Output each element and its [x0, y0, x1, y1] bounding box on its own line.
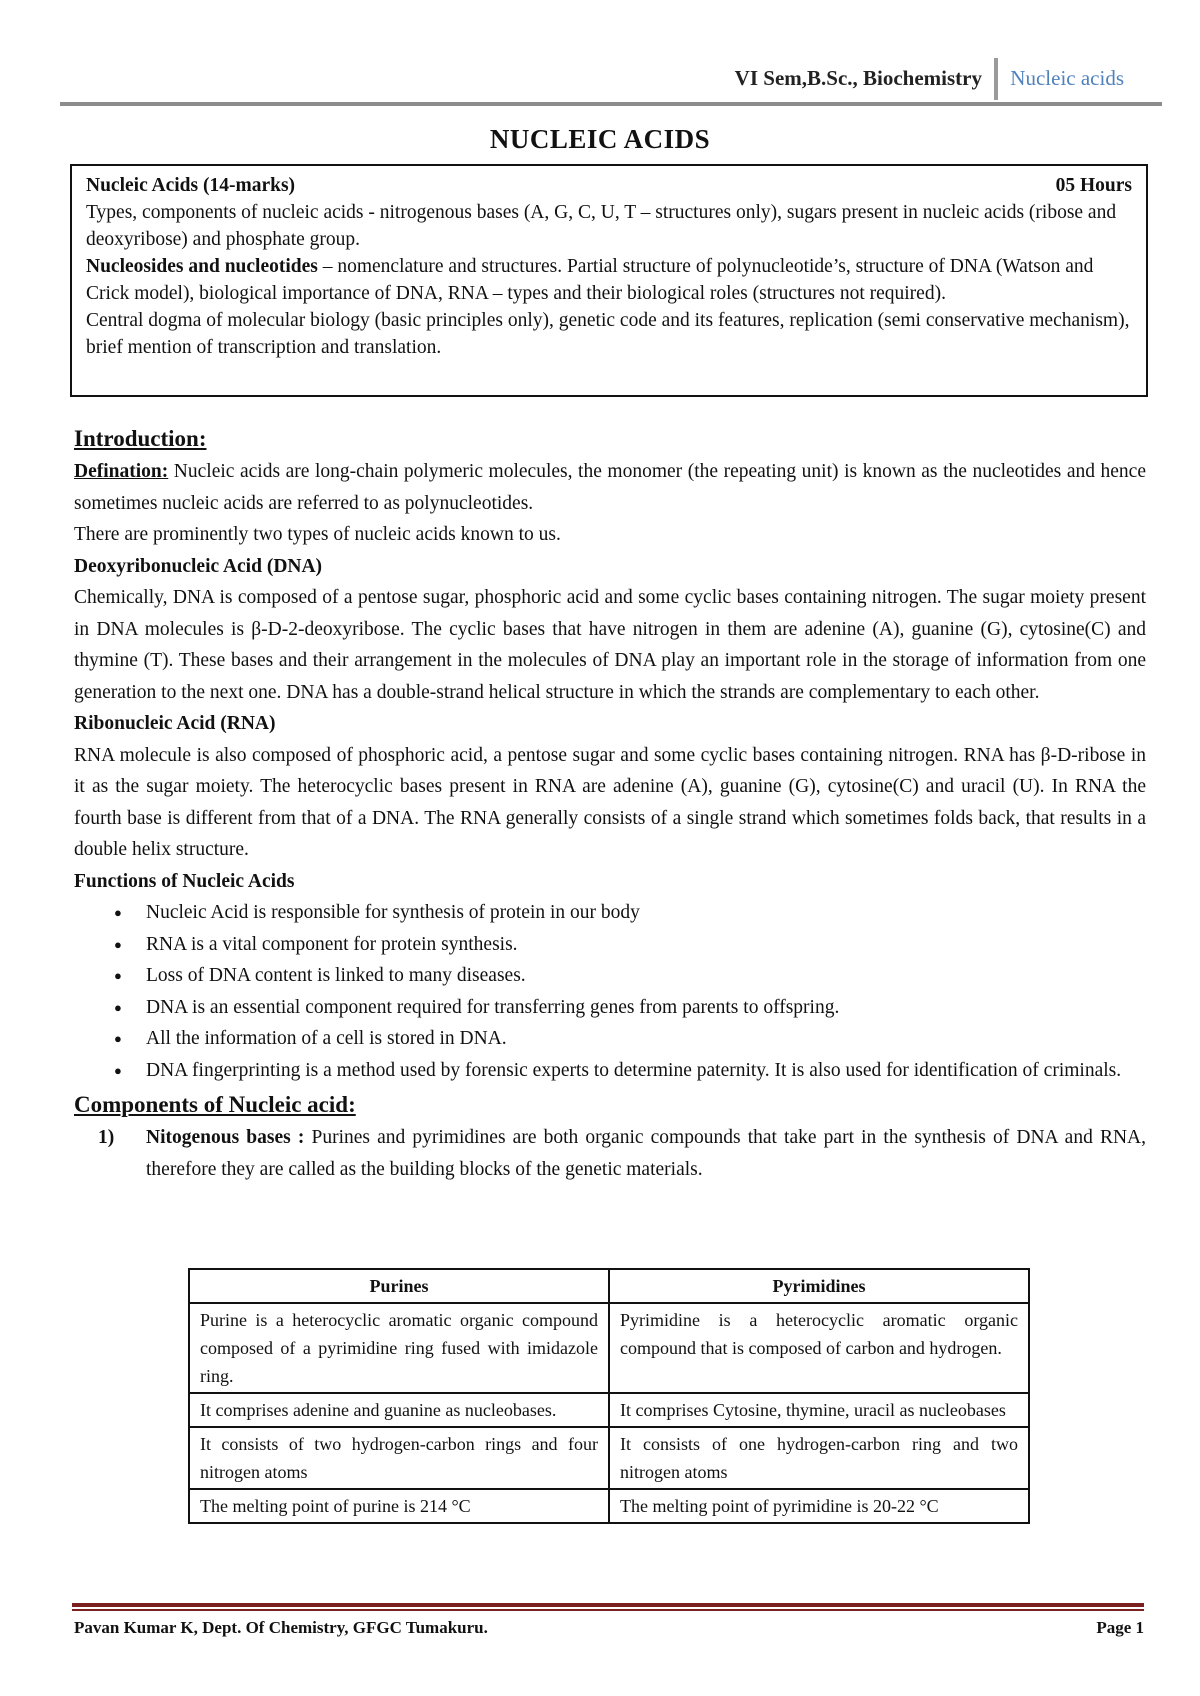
- definition-text: Nucleic acids are long-chain polymeric molecules, the monomer (the repeating unit) is known as the nucleotides and hence sometimes nucleic acids are referred to as polynucleotides.: [74, 461, 1146, 514]
- list-item: ● DNA is an essential component required for transferring genes from parents to offspring.: [114, 992, 1146, 1024]
- syllabus-heading: Nucleic Acids (14-marks): [86, 175, 296, 196]
- table-row: [189, 1393, 1029, 1427]
- main-content: [74, 422, 1146, 1185]
- list-item: ● Nucleic Acid is responsible for synthesis of protein in our body: [114, 897, 1146, 929]
- syllabus-hours: 05 Hours: [1055, 175, 1132, 196]
- header-topic: Nucleic acids: [1010, 66, 1124, 90]
- table-cell: It consists of one hydrogen-carbon ring and two nitrogen atoms: [609, 1427, 1029, 1489]
- item-text: [146, 1122, 1146, 1185]
- dna-paragraph: Chemically, DNA is composed of a pentose sugar, phosphoric acid and some cyclic bases containing nitrogen. The sugar moiety present in DNA molecules is β-D-2-deoxyribose. The cyclic bases that have nitrogen in them are adenine (A), guanine (G), cytosine(C) and thymine (T). These bases and their arrangement in the molecules of DNA play an important role in the storage of information from one generation to the next one. DNA has a double-strand helical structure in which the strands are complementary to each other.: [74, 587, 1146, 703]
- types-paragraph: There are prominently two types of nucleic acids known to us.: [74, 524, 561, 545]
- item-body: Purines and pyrimidines are both organic compounds that take part in the synthesis of DNA and RNA, therefore they are called as the building blocks of the genetic materials.: [146, 1127, 1146, 1180]
- definition-label: Defination:: [74, 461, 169, 482]
- syllabus-line-1: Types, components of nucleic acids - nitrogenous bases (A, G, C, U, T – structures only), sugars present in nucleic acids (ribose and deoxyribose) and phosphate group.: [86, 202, 1117, 250]
- syllabus-line-2-label: Nucleosides and nucleotides: [86, 256, 318, 277]
- introduction-heading: Introduction:: [74, 426, 207, 451]
- functions-list: [114, 897, 1146, 1086]
- list-item: [74, 1122, 1146, 1185]
- list-item: ● RNA is a vital component for protein synthesis.: [114, 929, 1146, 961]
- rna-heading: Ribonucleic Acid (RNA): [74, 713, 276, 734]
- table-cell: The melting point of purine is 214 °C: [189, 1489, 609, 1523]
- table-row: [189, 1427, 1029, 1489]
- table-cell: Purine is a heterocyclic aromatic organic compound composed of a pyrimidine ring fused with imidazole ring.: [189, 1303, 609, 1393]
- header-rule: [60, 102, 1162, 106]
- table-row: [189, 1303, 1029, 1393]
- table-cell: It comprises Cytosine, thymine, uracil as nucleobases: [609, 1393, 1029, 1427]
- table-cell: The melting point of pyrimidine is 20-22 °C: [609, 1489, 1029, 1523]
- list-item: ● All the information of a cell is stored in DNA.: [114, 1023, 1146, 1055]
- table-header-row: [189, 1269, 1029, 1303]
- table-cell: Pyrimidine is a heterocyclic aromatic organic compound that is composed of carbon and hydrogen.: [609, 1303, 1029, 1393]
- item-number: 1): [98, 1127, 115, 1148]
- footer-author: Pavan Kumar K, Dept. Of Chemistry, GFGC Tumakuru.: [74, 1618, 488, 1637]
- page-number: Page 1: [1096, 1618, 1144, 1637]
- page-title: NUCLEIC ACIDS: [489, 124, 711, 154]
- page-header: [60, 58, 1160, 106]
- definition-paragraph: [74, 456, 1146, 519]
- header-divider: [994, 58, 998, 100]
- header-course: VI Sem,B.Sc., Biochemistry: [734, 66, 982, 90]
- purine-pyrimidine-table: [188, 1268, 1030, 1524]
- table-cell: It comprises adenine and guanine as nucleobases.: [189, 1393, 609, 1427]
- syllabus-box: [70, 164, 1148, 397]
- footer-rule: [72, 1603, 1144, 1607]
- column-header: Purines: [189, 1269, 609, 1303]
- column-header: Pyrimidines: [609, 1269, 1029, 1303]
- rna-paragraph: RNA molecule is also composed of phosphoric acid, a pentose sugar and some cyclic bases containing nitrogen. RNA has β-D-ribose in it as the sugar moiety. The heterocyclic bases present in RNA are adenine (A), guanine (G), cytosine(C) and uracil (U). In RNA the fourth base is different from that of a DNA. The RNA generally consists of a single strand which sometimes folds back, that results in a double helix structure.: [74, 744, 1146, 860]
- components-list: [74, 1122, 1146, 1185]
- functions-heading: Functions of Nucleic Acids: [74, 870, 295, 892]
- syllabus-heading-row: [86, 172, 1132, 199]
- syllabus-line-2-text: – nomenclature and structures. Partial structure of polynucleotide’s, structure of DNA (Watson and Crick model), biological importance of DNA, RNA – types and their biological roles (structures not required).: [86, 256, 1094, 304]
- components-heading: Components of Nucleic acid:: [74, 1092, 356, 1117]
- table-cell: It consists of two hydrogen-carbon rings and four nitrogen atoms: [189, 1427, 609, 1489]
- table-row: [189, 1489, 1029, 1523]
- list-item: ● DNA fingerprinting is a method used by forensic experts to determine paternity. It is also used for identification of criminals.: [114, 1055, 1146, 1087]
- item-label: Nitogenous bases :: [146, 1127, 305, 1148]
- page-footer: [74, 1618, 1144, 1638]
- list-item: ● Loss of DNA content is linked to many diseases.: [114, 960, 1146, 992]
- syllabus-line-2: [86, 253, 1132, 307]
- syllabus-line-3: Central dogma of molecular biology (basic principles only), genetic code and its features, replication (semi conservative mechanism), brief mention of transcription and translation.: [86, 310, 1130, 358]
- dna-heading: Deoxyribonucleic Acid (DNA): [74, 555, 323, 577]
- footer-rule-thin: [72, 1609, 1144, 1611]
